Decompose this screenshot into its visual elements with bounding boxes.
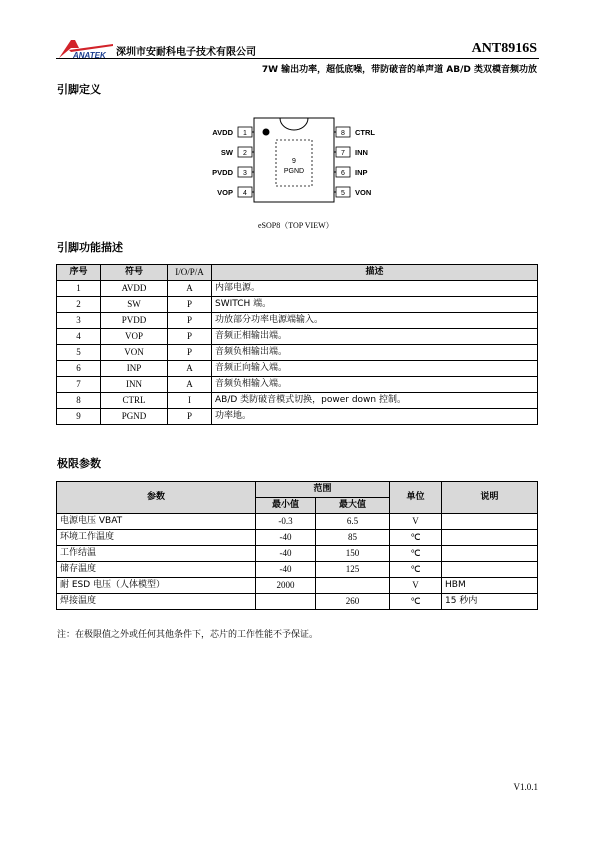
table-row [57,345,538,361]
header-range: 范围 [256,482,390,498]
limit-param: 耐 ESD 电压（人体模型） [57,578,256,594]
limit-min: -40 [256,530,316,546]
limit-unit: V [390,514,442,530]
limit-unit: ℃ [390,546,442,562]
table-row [57,409,538,425]
pin-number-left: 4 [243,190,247,197]
pin-index: 5 [57,345,101,361]
pin-index: 6 [57,361,101,377]
package-diagram [200,112,400,212]
pin-index: 2 [57,297,101,313]
pin-label-right: INP [355,168,368,177]
pin-index: 9 [57,409,101,425]
pin-function-table [56,264,538,425]
table-row [57,313,538,329]
header-divider [56,58,539,59]
pin-symbol: AVDD [101,281,168,297]
pin-index: 8 [57,393,101,409]
pin-number-right: 5 [341,190,345,197]
limit-max: 125 [316,562,390,578]
table-row [57,546,538,562]
pin-label-left: PVDD [212,168,233,177]
pin-type: P [168,409,212,425]
pin-table-header-row [57,265,538,281]
pin-number-left: 1 [243,130,247,137]
pin-number-left: 2 [243,150,247,157]
pin-label-left: AVDD [212,128,233,137]
table-row [57,281,538,297]
pin-label-right: CTRL [355,128,375,137]
logo-text: ANATEK [73,51,106,60]
pin-description: 音频负相输入端。 [212,377,538,393]
pin-description: SWITCH 端。 [212,297,538,313]
version-label: V1.0.1 [513,782,538,792]
limit-note: HBM [442,578,538,594]
limit-unit: ℃ [390,594,442,610]
table-row [57,562,538,578]
pin-index: 4 [57,329,101,345]
pin-symbol: PGND [101,409,168,425]
limits-note: 注：在极限值之外或任何其他条件下，芯片的工作性能不予保证。 [57,630,319,640]
pin-label-left: SW [220,148,233,157]
pin-type: P [168,313,212,329]
limit-unit: ℃ [390,562,442,578]
pin-type: P [168,297,212,313]
pad-number: 9 [292,158,296,165]
limits-table [56,481,538,610]
pin-description: 内部电源。 [212,281,538,297]
pin-label-right: VON [355,188,372,197]
limit-param: 环境工作温度 [57,530,256,546]
table-row [57,393,538,409]
limit-param: 工作结温 [57,546,256,562]
pin-symbol: SW [101,297,168,313]
pin-label-left: VOP [217,188,233,197]
pin-type: A [168,377,212,393]
table-row [57,530,538,546]
section-title-pin-function: 引脚功能描述 [57,241,123,254]
pin-type: P [168,329,212,345]
pin-description: AB/D 类防破音模式切换，power down 控制。 [212,393,538,409]
pin-index: 3 [57,313,101,329]
pin-description: 功率地。 [212,409,538,425]
limit-max [316,578,390,594]
limit-param: 储存温度 [57,562,256,578]
company-logo [57,36,115,60]
package-caption: eSOP8（TOP VIEW） [258,221,334,230]
pin-number-right: 7 [341,150,345,157]
table-row [57,594,538,610]
pin-number-left: 3 [243,170,247,177]
limit-max: 85 [316,530,390,546]
header-description: 描述 [212,265,538,281]
pin-symbol: VON [101,345,168,361]
limit-min: 2000 [256,578,316,594]
limit-min: -40 [256,562,316,578]
document-subtitle: 7W 输出功率，超低底噪，带防破音的单声道 AB/D 类双模音频功放 [261,65,537,75]
limit-param: 电源电压 VBAT [57,514,256,530]
pin-description: 音频正向输入端。 [212,361,538,377]
limit-unit: ℃ [390,530,442,546]
limit-max: 6.5 [316,514,390,530]
limit-note: 15 秒内 [442,594,538,610]
pin-type: I [168,393,212,409]
limit-note [442,530,538,546]
pin-label-right: INN [355,148,368,157]
limit-unit: V [390,578,442,594]
section-title-limits: 极限参数 [57,457,101,470]
limit-max: 260 [316,594,390,610]
table-row [57,297,538,313]
pin-symbol: CTRL [101,393,168,409]
header-param: 参数 [57,482,256,514]
limit-param: 焊接温度 [57,594,256,610]
table-row [57,329,538,345]
pin-type: P [168,345,212,361]
pin1-dot [263,129,270,136]
pin-number-right: 6 [341,170,345,177]
table-row [57,514,538,530]
section-title-pin-definition: 引脚定义 [57,83,101,96]
header-min: 最小值 [256,498,316,514]
pin-number-right: 8 [341,130,345,137]
company-name: 深圳市安耐科电子技术有限公司 [116,47,256,58]
package-notch [280,118,308,130]
limits-header-row [57,482,538,498]
pin-index: 1 [57,281,101,297]
pin-type: A [168,361,212,377]
header-symbol: 符号 [101,265,168,281]
header-type: I/O/P/A [168,265,212,281]
limit-note [442,514,538,530]
limit-min: -0.3 [256,514,316,530]
pin-description: 功放部分功率电源端输入。 [212,313,538,329]
limit-min: -40 [256,546,316,562]
part-number: ANT8916S [471,41,537,56]
pin-description: 音频正相输出端。 [212,329,538,345]
pin-symbol: INP [101,361,168,377]
pin-type: A [168,281,212,297]
limit-max: 150 [316,546,390,562]
pin-symbol: INN [101,377,168,393]
limit-note [442,562,538,578]
limit-min [256,594,316,610]
header-index: 序号 [57,265,101,281]
pin-symbol: PVDD [101,313,168,329]
pin-index: 7 [57,377,101,393]
pin-symbol: VOP [101,329,168,345]
header-unit: 单位 [390,482,442,514]
pin-description: 音频负相输出端。 [212,345,538,361]
table-row [57,361,538,377]
pad-name: PGND [283,168,305,175]
limit-note [442,546,538,562]
header-max: 最大值 [316,498,390,514]
table-row [57,377,538,393]
header-note: 说明 [442,482,538,514]
table-row [57,578,538,594]
